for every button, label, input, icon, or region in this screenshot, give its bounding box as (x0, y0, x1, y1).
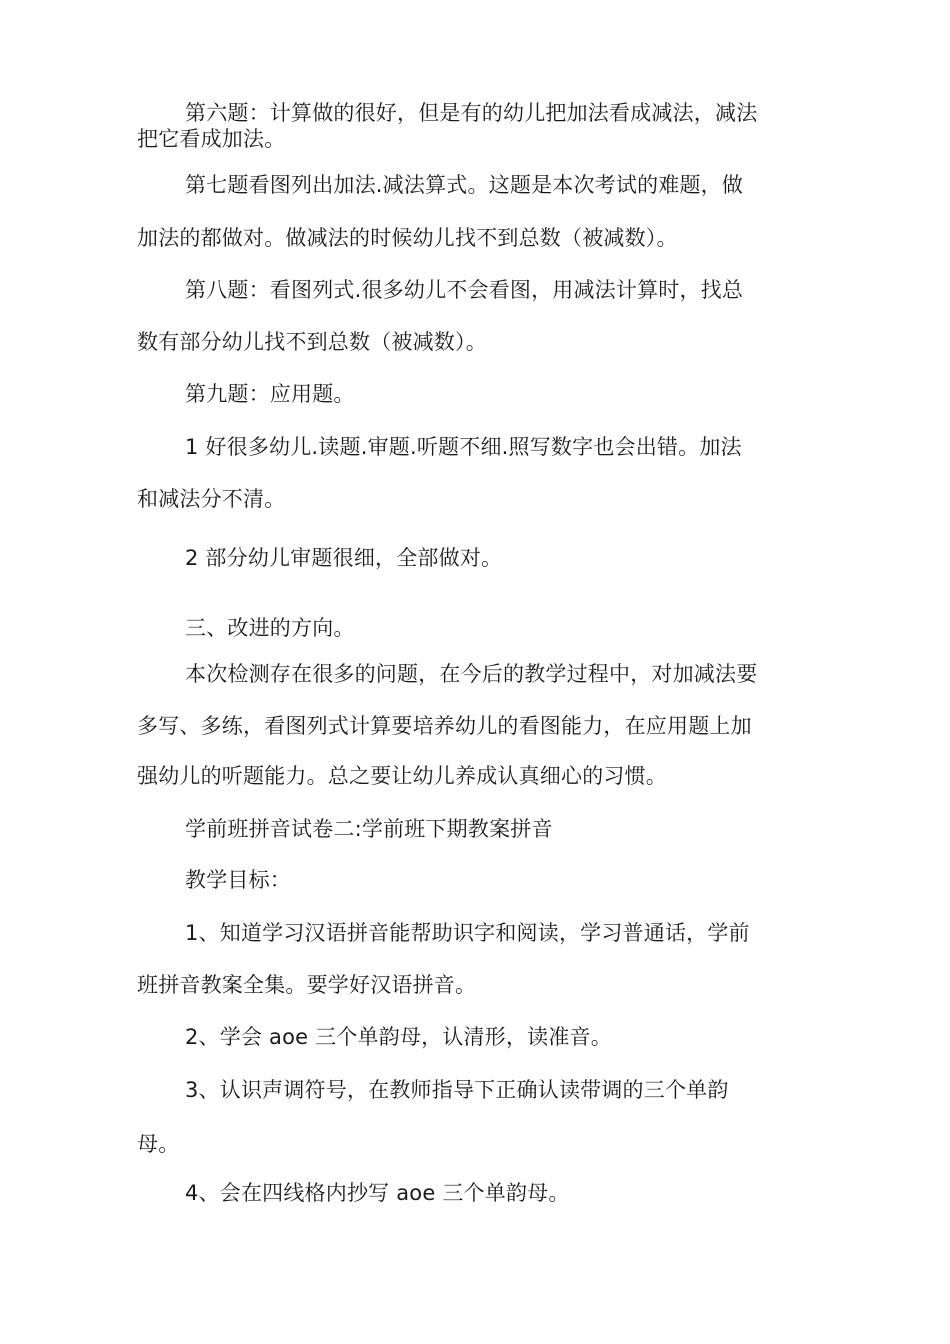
paragraph-title-pinyin: 学前班拼音试卷二:学前班下期教案拼音 (185, 817, 553, 841)
paragraph-goal1-line1: 1、知道学习汉语拼音能帮助识字和阅读，学习普通话，学前 (185, 921, 750, 945)
paragraph-q6-line2: 把它看成加法。 (137, 127, 286, 151)
paragraph-q7-line2: 加法的都做对。做减法的时候幼儿找不到总数（被减数）。 (137, 226, 678, 250)
paragraph-item1-line2: 和减法分不清。 (137, 487, 286, 511)
paragraph-goal1-line2: 班拼音教案全集。要学好汉语拼音。 (137, 973, 477, 997)
paragraph-q8-line1: 第八题：看图列式.很多幼儿不会看图，用减法计算时，找总 (185, 278, 744, 302)
paragraph-teaching-goals: 教学目标： (185, 868, 291, 892)
paragraph-q6-line1: 第六题：计算做的很好，但是有的幼儿把加法看成减法，减法 (185, 101, 758, 125)
paragraph-goal3-line1: 3、认识声调符号，在教师指导下正确认读带调的三个单韵 (185, 1078, 729, 1102)
paragraph-improvement-line1: 本次检测存在很多的问题，在今后的教学过程中，对加减法要 (185, 662, 758, 686)
paragraph-goal3-line2: 母。 (137, 1132, 180, 1156)
paragraph-item1-line1: 1 好很多幼儿.读题.审题.听题不细.照写数字也会出错。加法 (185, 435, 742, 459)
paragraph-q7-line1: 第七题看图列出加法.减法算式。这题是本次考试的难题，做 (185, 173, 744, 197)
paragraph-item2: 2 部分幼儿审题很细，全部做对。 (185, 546, 503, 570)
paragraph-improvement-line2: 多写、多练，看图列式计算要培养幼儿的看图能力，在应用题上加 (137, 714, 752, 738)
paragraph-improvement-line3: 强幼儿的听题能力。总之要让幼儿养成认真细心的习惯。 (137, 764, 667, 788)
paragraph-goal2: 2、学会 aoe 三个单韵母，认清形，读准音。 (185, 1025, 612, 1049)
paragraph-q8-line2: 数有部分幼儿找不到总数（被减数）。 (137, 330, 487, 354)
paragraph-q9: 第九题：应用题。 (185, 382, 355, 406)
section-heading-improvement: 三、改进的方向。 (185, 616, 355, 640)
paragraph-goal4: 4、会在四线格内抄写 aoe 三个单韵母。 (185, 1181, 570, 1205)
